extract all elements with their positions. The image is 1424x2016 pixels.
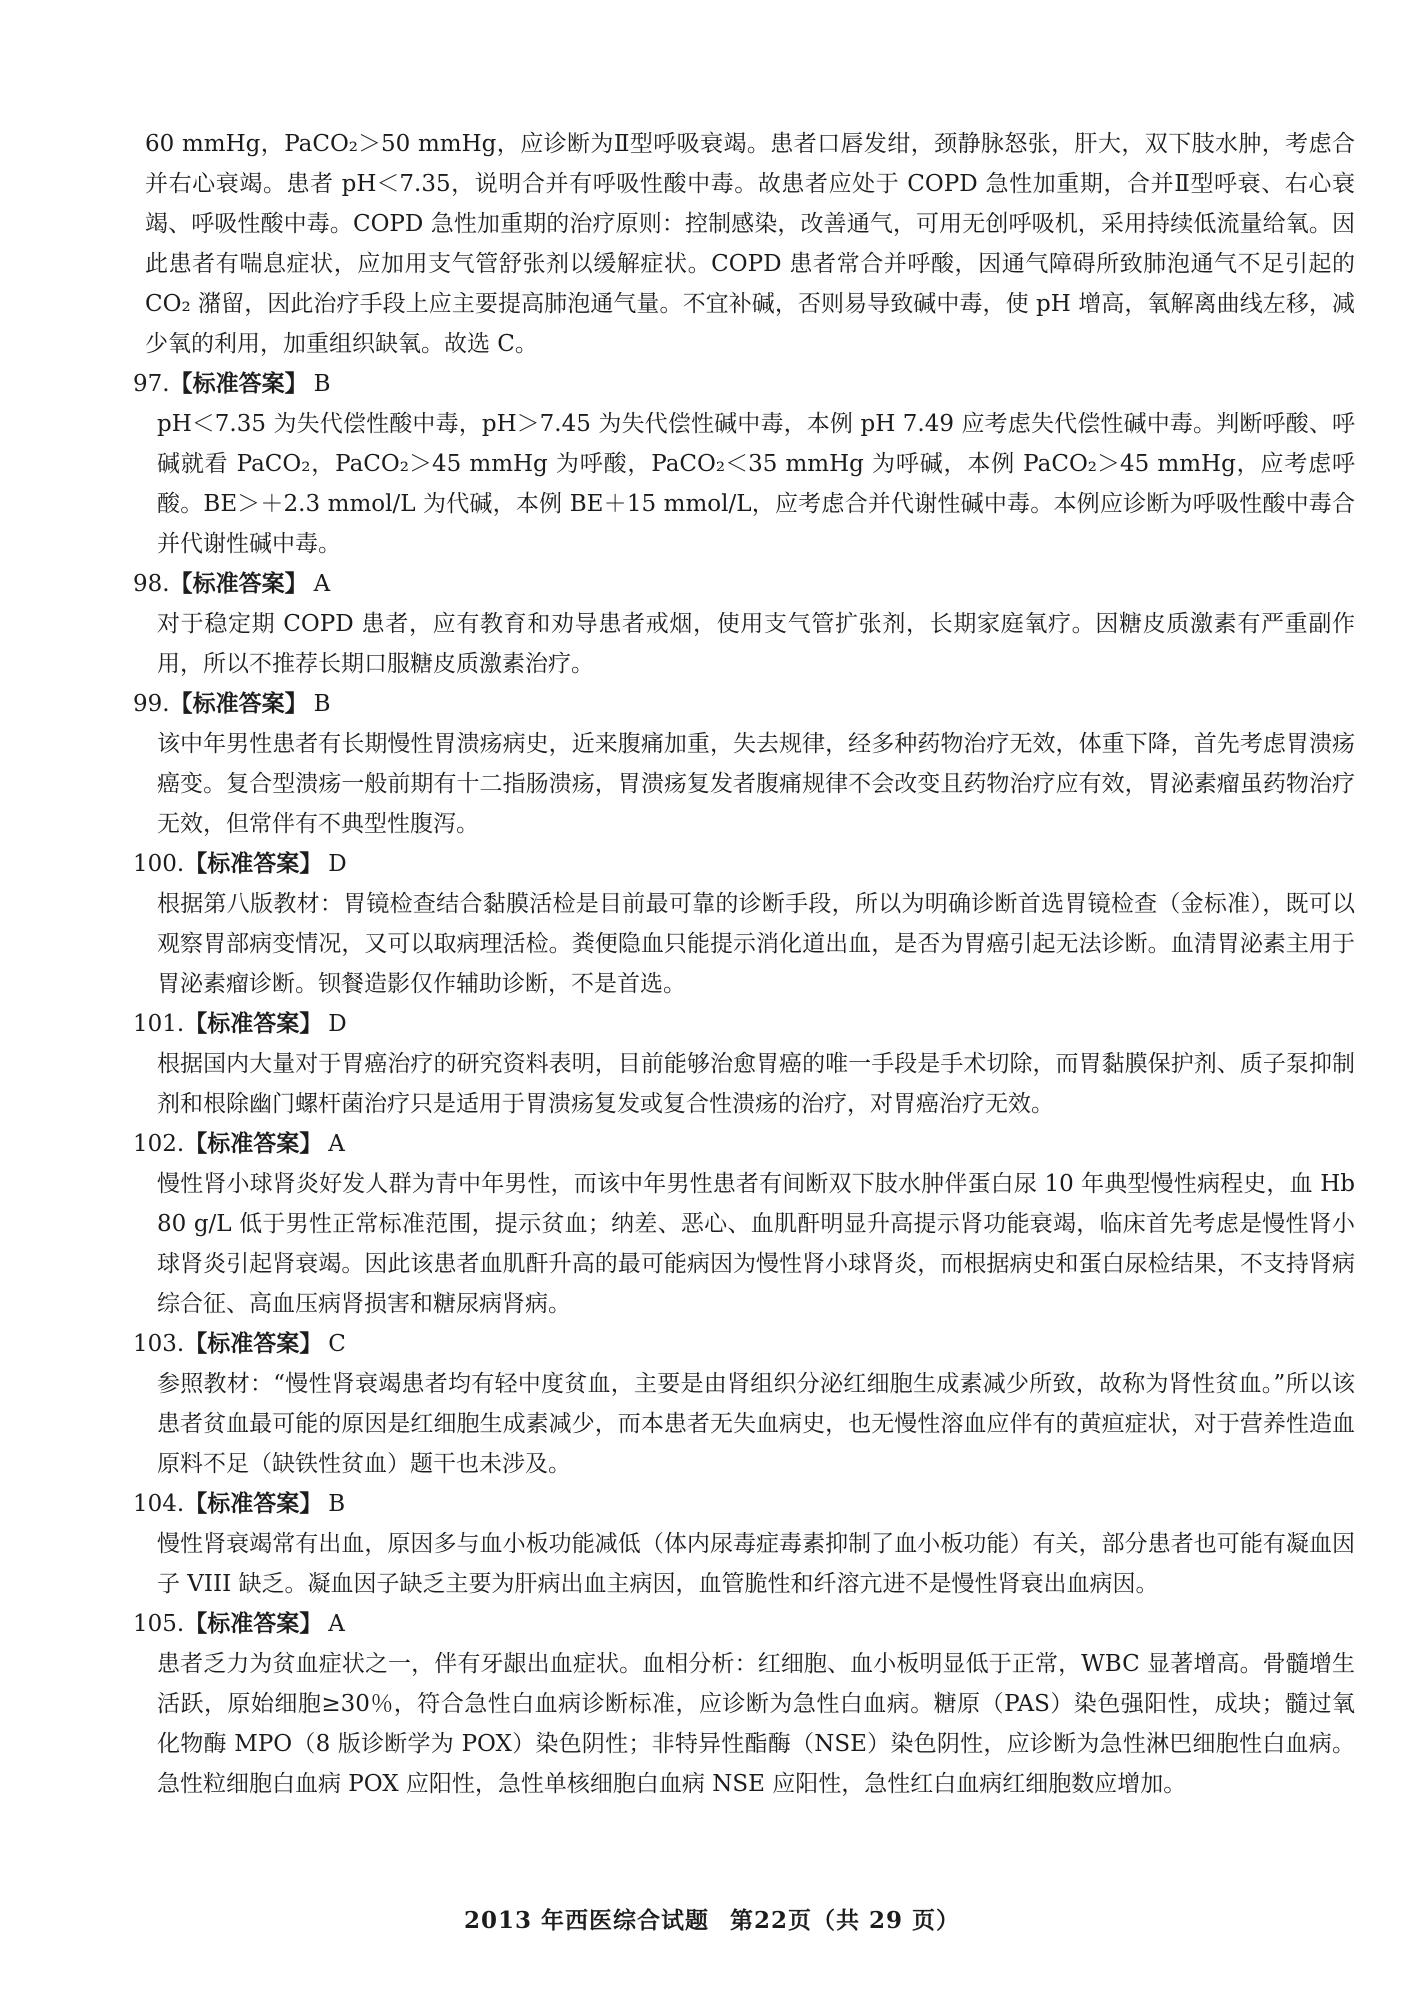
answer-label: 【标准答案】 <box>184 1490 323 1517</box>
question-number: 100. <box>133 851 185 877</box>
page-footer <box>0 1902 1424 1935</box>
answer-block-102 <box>133 1124 1355 1324</box>
question-number: 97. <box>133 371 170 397</box>
answer-label: 【标准答案】 <box>184 1010 323 1037</box>
exam-title: 2013 年西医综合试题 <box>463 1907 709 1934</box>
answer-explanation: 慢性肾衰竭常有出血，原因多与血小板功能减低（体内尿毒症毒素抑制了血小板功能）有关，部分患者也可能有凝血因子 VIII 缺乏。凝血因子缺乏主要为肝病出血主病因，血管脆性和纤溶亢进不是慢性肾衰出血病因。 <box>157 1531 1355 1597</box>
answer-heading <box>133 564 1355 604</box>
answer-heading <box>133 684 1355 724</box>
answer-block-103 <box>133 1324 1355 1484</box>
answer-label: 【标准答案】 <box>184 1130 323 1157</box>
answer-block-100 <box>133 844 1355 1004</box>
answer-letter: C <box>328 1331 346 1357</box>
question-number: 102. <box>133 1131 185 1157</box>
answer-label: 【标准答案】 <box>184 1610 323 1637</box>
answer-explanation: 该中年男性患者有长期慢性胃溃疡病史，近来腹痛加重，失去规律，经多种药物治疗无效，体重下降，首先考虑胃溃疡癌变。复合型溃疡一般前期有十二指肠溃疡，胃溃疡复发者腹痛规律不会改变且药物治疗应有效，胃泌素瘤虽药物治疗无效，但常伴有不典型性腹泻。 <box>157 731 1355 837</box>
page-number: 第22页（共 29 页） <box>730 1907 961 1934</box>
answer-block-101 <box>133 1004 1355 1124</box>
answer-block-97 <box>133 364 1355 564</box>
question-number: 105. <box>133 1611 185 1637</box>
answer-heading <box>133 364 1355 404</box>
answer-block-99 <box>133 684 1355 844</box>
question-number: 98. <box>133 571 170 597</box>
answer-heading <box>133 1124 1355 1164</box>
answer-block-105 <box>133 1604 1355 1804</box>
answer-explanation: 对于稳定期 COPD 患者，应有教育和劝导患者戒烟，使用支气管扩张剂，长期家庭氧疗。因糖皮质激素有严重副作用，所以不推荐长期口服糖皮质激素治疗。 <box>157 611 1355 677</box>
answer-explanation: 根据第八版教材：胃镜检查结合黏膜活检是目前最可靠的诊断手段，所以为明确诊断首选胃镜检查（金标准），既可以观察胃部病变情况，又可以取病理活检。粪便隐血只能提示消化道出血，是否为胃癌引起无法诊断。血清胃泌素主用于胃泌素瘤诊断。钡餐造影仅作辅助诊断，不是首选。 <box>157 891 1355 997</box>
question-number: 101. <box>133 1011 185 1037</box>
answer-block-104 <box>133 1484 1355 1604</box>
answer-letter: B <box>313 691 331 717</box>
page-content <box>133 124 1355 1804</box>
answer-heading <box>133 1604 1355 1644</box>
answer-explanation: 患者乏力为贫血症状之一，伴有牙龈出血症状。血相分析：红细胞、血小板明显低于正常，WBC 显著增高。骨髓增生活跃，原始细胞≥30％，符合急性白血病诊断标准，应诊断为急性白血病。糖原（PAS）染色强阳性，成块；髓过氧化物酶 MPO（8 版诊断学为 POX）染色阴性；非特异性酯酶（NSE）染色阴性，应诊断为急性淋巴细胞性白血病。急性粒细胞白血病 POX 应阳性，急性单核细胞白血病 NSE 应阳性，急性红白血病红细胞数应增加。 <box>157 1651 1355 1797</box>
answer-letter: B <box>328 1491 346 1517</box>
question-number: 99. <box>133 691 170 717</box>
answer-explanation: 慢性肾小球肾炎好发人群为青中年男性，而该中年男性患者有间断双下肢水肿伴蛋白尿 10 年典型慢性病程史，血 Hb 80 g/L 低于男性正常标准范围，提示贫血；纳差、恶心、血肌酐明显升高提示肾功能衰竭，临床首先考虑是慢性肾小球肾炎引起肾衰竭。因此该患者血肌酐升高的最可能病因为慢性肾小球肾炎，而根据病史和蛋白尿检结果，不支持肾病综合征、高血压病肾损害和糖尿病肾病。 <box>157 1171 1355 1317</box>
answer-label: 【标准答案】 <box>184 1330 323 1357</box>
answer-heading <box>133 844 1355 884</box>
question-number: 104. <box>133 1491 185 1517</box>
answer-explanation: pH＜7.35 为失代偿性酸中毒，pH＞7.45 为失代偿性碱中毒，本例 pH 7.49 应考虑失代偿性碱中毒。判断呼酸、呼碱就看 PaCO₂，PaCO₂＞45 mmHg 为呼酸，PaCO₂＜35 mmHg 为呼碱，本例 PaCO₂＞45 mmHg，应考虑呼酸。BE＞＋2.3 mmol/L 为代碱，本例 BE＋15 mmol/L，应考虑合并代谢性碱中毒。本例应诊断为呼吸性酸中毒合并代谢性碱中毒。 <box>157 411 1355 557</box>
answer-letter: D <box>328 1011 347 1037</box>
answer-letter: B <box>313 371 331 397</box>
answer-heading <box>133 1004 1355 1044</box>
answer-heading <box>133 1324 1355 1364</box>
answer-label: 【标准答案】 <box>169 570 308 597</box>
answer-letter: A <box>328 1611 345 1637</box>
answer-block-98 <box>133 564 1355 684</box>
answer-explanation: 根据国内大量对于胃癌治疗的研究资料表明，目前能够治愈胃癌的唯一手段是手术切除，而胃黏膜保护剂、质子泵抑制剂和根除幽门螺杆菌治疗只是适用于胃溃疡复发或复合性溃疡的治疗，对胃癌治疗无效。 <box>157 1051 1355 1117</box>
answer-label: 【标准答案】 <box>184 850 323 877</box>
answer-label: 【标准答案】 <box>169 370 308 397</box>
answer-heading <box>133 1484 1355 1524</box>
answer-letter: A <box>313 571 331 597</box>
answer-letter: A <box>328 1131 345 1157</box>
answer-explanation: 参照教材：“慢性肾衰竭患者均有轻中度贫血，主要是由肾组织分泌红细胞生成素减少所致，故称为肾性贫血。”所以该患者贫血最可能的原因是红细胞生成素减少，而本患者无失血病史，也无慢性溶血应伴有的黄疸症状，对于营养性造血原料不足（缺铁性贫血）题干也未涉及。 <box>157 1371 1355 1477</box>
continued-explanation: 60 mmHg，PaCO₂＞50 mmHg，应诊断为Ⅱ型呼吸衰竭。患者口唇发绀，颈静脉怒张，肝大，双下肢水肿，考虑合并右心衰竭。患者 pH＜7.35，说明合并有呼吸性酸中毒。故患者应处于 COPD 急性加重期，合并Ⅱ型呼衰、右心衰竭、呼吸性酸中毒。COPD 急性加重期的治疗原则：控制感染，改善通气，可用无创呼吸机，采用持续低流量给氧。因此患者有喘息症状，应加用支气管舒张剂以缓解症状。COPD 患者常合并呼酸，因通气障碍所致肺泡通气不足引起的 CO₂ 潴留，因此治疗手段上应主要提高肺泡通气量。不宜补碱，否则易导致碱中毒，使 pH 增高，氧解离曲线左移，减少氧的利用，加重组织缺氧。故选 C。 <box>145 131 1355 357</box>
answer-label: 【标准答案】 <box>169 690 308 717</box>
question-number: 103. <box>133 1331 185 1357</box>
answer-letter: D <box>328 851 347 877</box>
